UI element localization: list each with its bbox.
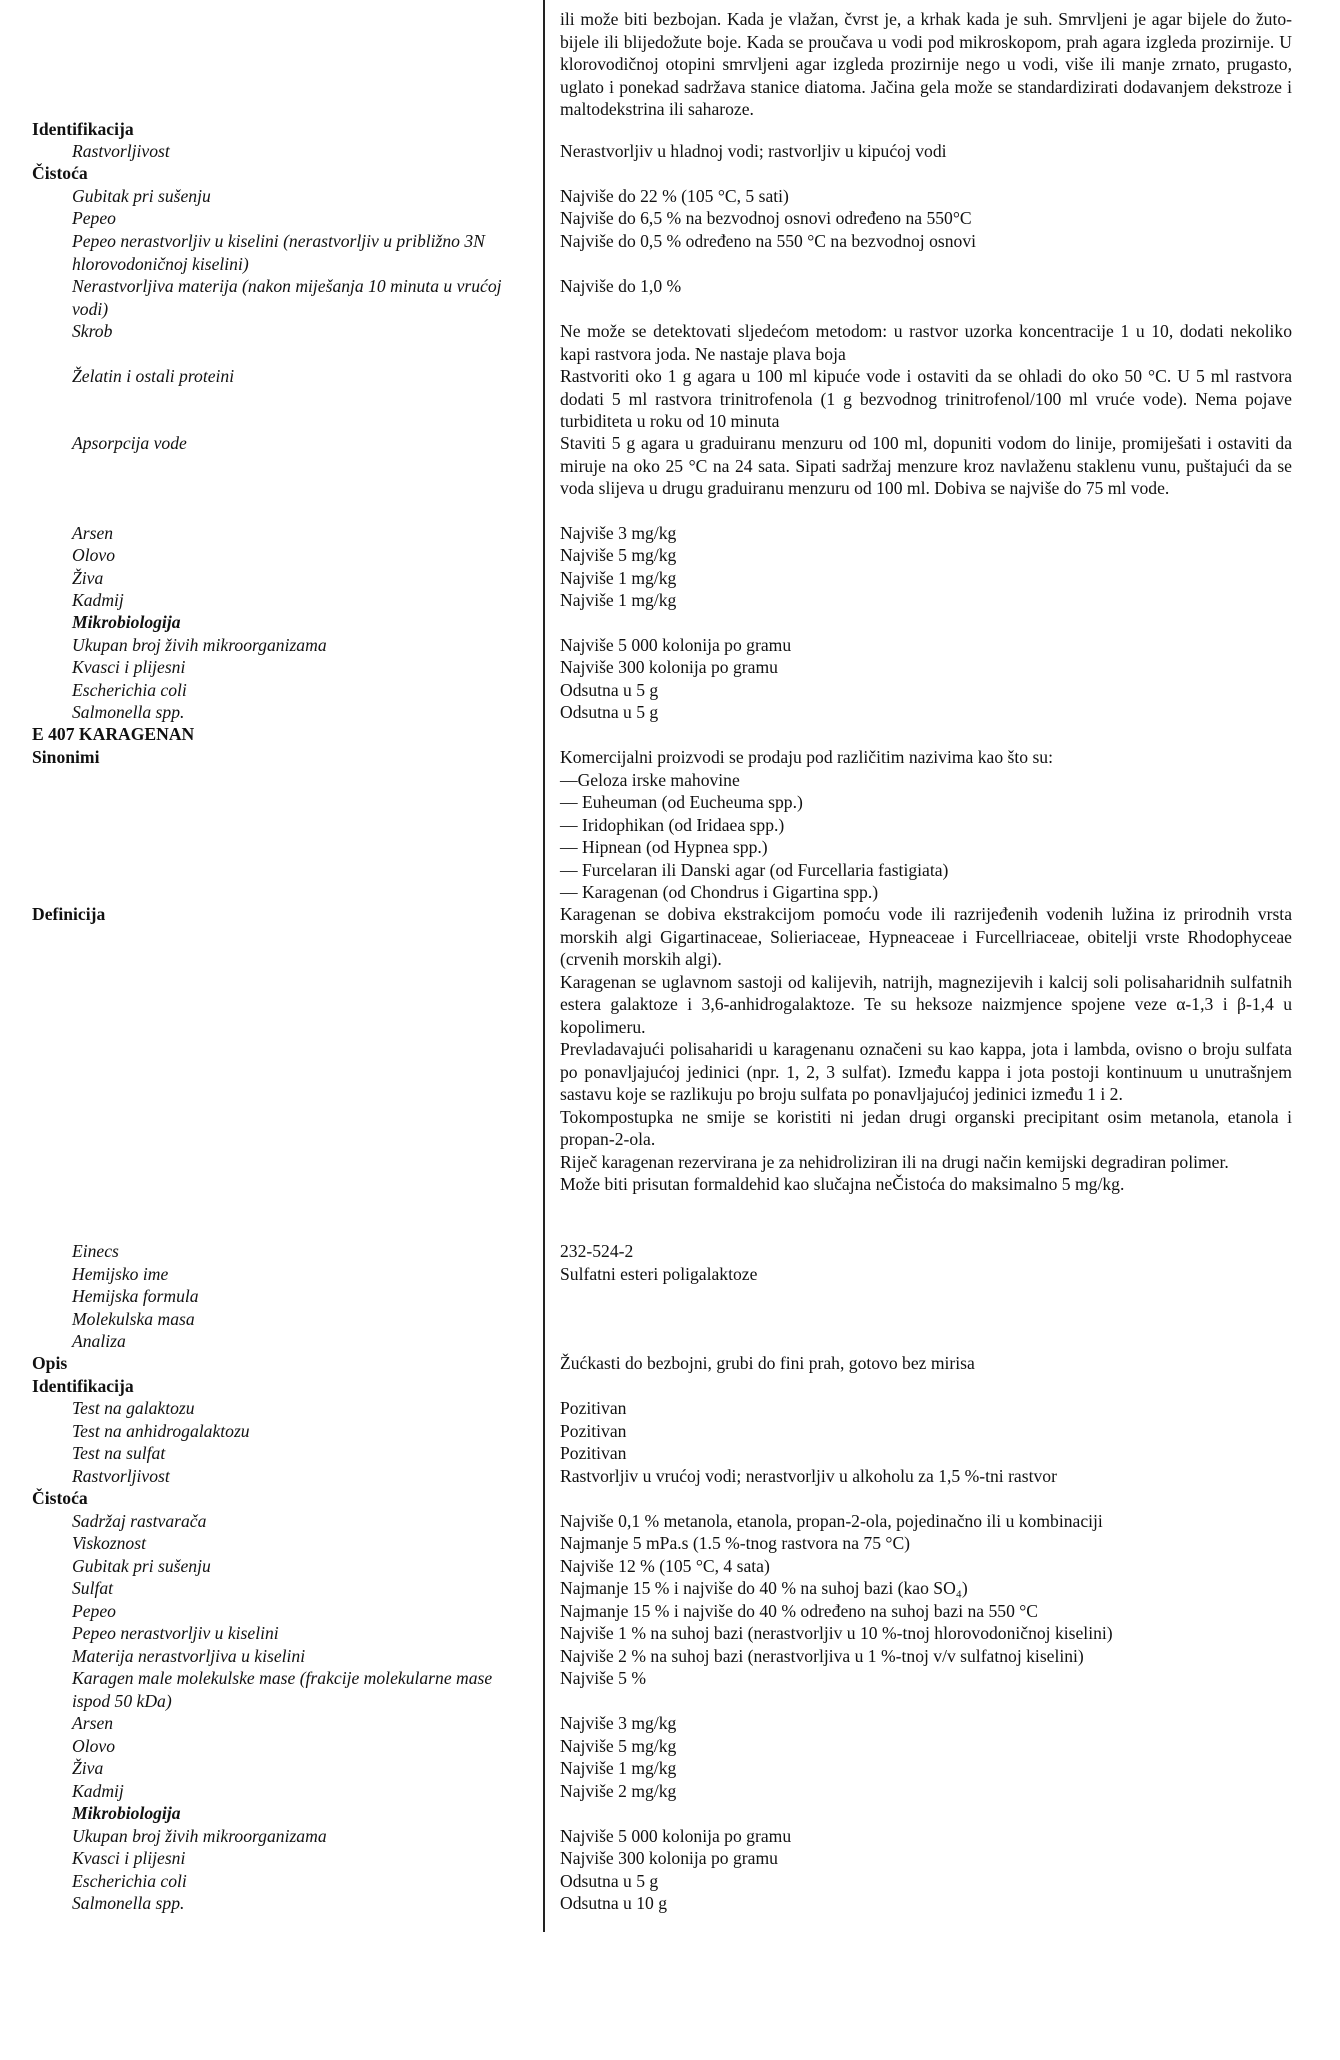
micro-label: Kvasci i plijesni xyxy=(72,1848,186,1868)
purity-value: Najviše 5 mg/kg xyxy=(560,1736,677,1756)
agar-row-label: Skrob xyxy=(72,321,113,341)
definicija-paragraph: Prevladavajući polisaharidi u karagenanu označeni su kao kappa, jota i lambda, ovisno o broju sulfata po ponavljajućoj jedinici (npr. 1, 2, 3 sulfat). Između kappa i jota postoji kontinuum u unutrašnjem sastavu koje se razlikuju po broju sulfata po ponavljajućoj jedinici između 1 i 2. xyxy=(560,1039,1292,1104)
ident-value: Rastvorljiv u vrućoj vodi; nerastvorljiv u alkoholu za 1,5 %-tni rastvor xyxy=(560,1466,1057,1486)
micro-value: Najviše 5 000 kolonija po gramu xyxy=(560,1826,792,1846)
agar-row-value: Najviše 5 mg/kg xyxy=(560,545,677,565)
purity-label: Pepeo xyxy=(72,1601,116,1621)
agar-row-label: Pepeo xyxy=(72,208,116,228)
definicija-paragraph: Može biti prisutan formaldehid kao slučajna neČistoća do maksimalno 5 mg/kg. xyxy=(560,1174,1125,1194)
molekulska-masa-label: Molekulska masa xyxy=(72,1309,195,1329)
ident-value: Pozitivan xyxy=(560,1421,627,1441)
agar-micro-label: Salmonella spp. xyxy=(72,702,185,722)
karagenan-identifikacija-heading: Identifikacija xyxy=(32,1376,134,1396)
sinonimi-intro: Komercijalni proizvodi se prodaju pod različitim nazivima kao što su: xyxy=(560,747,1053,767)
karagenan-definicija-text xyxy=(560,903,1292,1196)
karagenan-definicija-label: Definicija xyxy=(32,904,106,924)
definicija-paragraph: Karagenan se dobiva ekstrakcijom pomoću vode ili razrijeđenih vodenih lužina iz prirodnih vrsta morskih algi Gigartinaceae, Solieriaceae, Hypneaceae i Furcellriaceae, obitelji vrste Rhodophyceae (crvenih morskih algi). xyxy=(560,904,1292,969)
agar-row-value: Najviše do 22 % (105 °C, 5 sati) xyxy=(560,186,789,206)
definicija-paragraph: Tokompostupka ne smije se koristiti ni jedan drugi organski precipitant osim metanola, etanola i propan-2-ola. xyxy=(560,1106,1292,1149)
sinonim-item: — Iridophikan (od Iridaea spp.) xyxy=(560,814,785,835)
purity-value: Najviše 2 mg/kg xyxy=(560,1781,677,1801)
sinonim-item: — Euheuman (od Eucheuma spp.) xyxy=(560,792,803,812)
micro-value: Odsutna u 5 g xyxy=(560,1871,659,1891)
micro-value: Odsutna u 10 g xyxy=(560,1893,668,1913)
purity-value: Najviše 0,1 % metanola, etanola, propan-2-ola, pojedinačno ili u kombinaciji xyxy=(560,1511,1103,1531)
purity-value: Najviše 5 % xyxy=(560,1668,646,1688)
agar-micro-value: Odsutna u 5 g xyxy=(560,702,659,722)
karagenan-title: E 407 KARAGENAN xyxy=(32,724,195,744)
agar-cistoca-heading: Čistoća xyxy=(32,163,88,183)
sinonim-item: —Geloza irske mahovine xyxy=(560,769,740,790)
ident-value: Pozitivan xyxy=(560,1443,627,1463)
agar-micro-value: Odsutna u 5 g xyxy=(560,680,659,700)
agar-micro-value: Najviše 5 000 kolonija po gramu xyxy=(560,635,792,655)
purity-value: Najmanje 15 % i najviše do 40 % određeno na suhoj bazi na 550 °C xyxy=(560,1601,1039,1621)
sinonim-item: — Karagenan (od Chondrus i Gigartina spp.) xyxy=(560,882,879,902)
agar-row-value: Najviše 1 mg/kg xyxy=(560,568,677,588)
micro-label: Ukupan broj živih mikroorganizama xyxy=(72,1826,327,1846)
column-divider xyxy=(543,0,545,1932)
agar-micro-value: Najviše 300 kolonija po gramu xyxy=(560,657,778,677)
agar-row-value: Ne može se detektovati sljedećom metodom: u rastvor uzorka koncentracije 1 u 10, dodati nekoliko kapi rastvora joda. Ne nastaje plava boja xyxy=(560,321,1292,364)
purity-value: Najviše 1 mg/kg xyxy=(560,1758,677,1778)
agar-rastvorljivost-value: Nerastvorljiv u hladnoj vodi; rastvorljiv u kipućoj vodi xyxy=(560,141,947,161)
agar-row-label: Apsorpcija vode xyxy=(72,433,187,453)
agar-row-value: Staviti 5 g agara u graduiranu menzuru od 100 ml, dopuniti vodom do linije, promiješati i ostaviti da miruje na oko 25 °C na 24 sata. Sipati sadržaj menzure kroz navlaženu staklenu vunu, puštajući da se voda slijeva u drugu graduiranu menzuru od 100 ml. Dobiva se najviše do 75 ml vode. xyxy=(560,433,1292,498)
purity-label: Viskoznost xyxy=(72,1533,146,1553)
agar-row-label: Živa xyxy=(72,568,104,588)
purity-value: Najviše 1 % na suhoj bazi (nerastvorljiv u 10 %-tnoj hlorovodoničnoj kiselini) xyxy=(560,1623,1113,1643)
purity-value: Najviše 12 % (105 °C, 4 sata) xyxy=(560,1556,770,1576)
purity-label: Sadržaj rastvarača xyxy=(72,1511,207,1531)
agar-row-value: Najviše do 6,5 % na bezvodnoj osnovi određeno na 550°C xyxy=(560,208,972,228)
purity-label: Kadmij xyxy=(72,1781,124,1801)
agar-row-label: Nerastvorljiva materija (nakon miješanja 10 minuta u vrućoj vodi) xyxy=(72,276,502,319)
einecs-value: 232-524-2 xyxy=(560,1241,634,1261)
agar-row-label: Pepeo nerastvorljiv u kiselini (nerastvorljiv u približno 3N hlorovodoničnoj kiselini) xyxy=(72,231,485,274)
definicija-paragraph: Riječ karagenan rezervirana je za nehidroliziran ili na drugi način kemijski degradiran polimer. xyxy=(560,1151,1229,1172)
agar-row-value: Najviše do 0,5 % određeno na 550 °C na bezvodnoj osnovi xyxy=(560,231,977,251)
purity-value: Najviše 3 mg/kg xyxy=(560,1713,677,1733)
purity-label: Živa xyxy=(72,1758,104,1778)
purity-label: Arsen xyxy=(72,1713,114,1733)
ident-label: Test na sulfat xyxy=(72,1443,166,1463)
agar-row-label: Olovo xyxy=(72,545,115,565)
ident-label: Rastvorljivost xyxy=(72,1466,170,1486)
purity-value: Najmanje 5 mPa.s (1.5 %-tnog rastvora na 75 °C) xyxy=(560,1533,911,1553)
micro-label: Escherichia coli xyxy=(72,1871,187,1891)
agar-mikrobiologija-heading: Mikrobiologija xyxy=(72,612,181,632)
hemijsko-ime-label: Hemijsko ime xyxy=(72,1264,169,1284)
agar-rastvorljivost-label: Rastvorljivost xyxy=(72,141,170,161)
agar-row-value: Najviše 1 mg/kg xyxy=(560,590,677,610)
purity-label: Pepeo nerastvorljiv u kiselini xyxy=(72,1623,279,1643)
ident-label: Test na anhidrogalaktozu xyxy=(72,1421,250,1441)
agar-micro-label: Ukupan broj živih mikroorganizama xyxy=(72,635,327,655)
purity-value: Najviše 2 % na suhoj bazi (nerastvorljiva u 1 %-tnoj v/v sulfatnoj kiselini) xyxy=(560,1646,1084,1666)
sinonim-item: — Hipnean (od Hypnea spp.) xyxy=(560,837,768,857)
purity-label: Karagen male molekulske mase (frakcije molekularne mase ispod 50 kDa) xyxy=(72,1668,493,1711)
agar-micro-label: Escherichia coli xyxy=(72,680,187,700)
karagenan-sinonimi-list xyxy=(560,746,1292,904)
einecs-label: Einecs xyxy=(72,1241,119,1261)
purity-label: Gubitak pri sušenju xyxy=(72,1556,211,1576)
sinonim-item: — Furcelaran ili Danski agar (od Furcellaria fastigiata) xyxy=(560,859,949,880)
agar-identifikacija-heading: Identifikacija xyxy=(32,119,134,139)
agar-row-value: Najviše 3 mg/kg xyxy=(560,523,677,543)
definicija-paragraph: Karagenan se uglavnom sastoji od kalijevih, natrijh, magnezijevih i kalcij soli polisaharidnih sulfatnih estera galaktoze i 3,6-anhidrogalaktoze. Te su heksoze naizmjence spojene veze α-1,3 i β-1,4 u kopolimeru. xyxy=(560,971,1292,1037)
purity-label: Sulfat xyxy=(72,1578,114,1598)
opis-value: Žućkasti do bezbojni, grubi do fini prah, gotovo bez mirisa xyxy=(560,1353,975,1373)
agar-row-value: Najviše do 1,0 % xyxy=(560,276,682,296)
purity-value: Najmanje 15 % i najviše do 40 % na suhoj bazi (kao SO₄) xyxy=(560,1578,968,1598)
purity-label: Olovo xyxy=(72,1736,115,1756)
opis-label: Opis xyxy=(32,1353,68,1373)
ident-label: Test na galaktozu xyxy=(72,1398,195,1418)
karagenan-mikrobiologija-heading: Mikrobiologija xyxy=(72,1803,181,1823)
agar-micro-label: Kvasci i plijesni xyxy=(72,657,186,677)
karagenan-cistoca-heading: Čistoća xyxy=(32,1488,88,1508)
karagenan-sinonimi-label: Sinonimi xyxy=(32,747,100,767)
hemijska-formula-label: Hemijska formula xyxy=(72,1286,199,1306)
agar-description-continued: ili može biti bezbojan. Kada je vlažan, čvrst je, a krhak kada je suh. Smrvljeni je agar bijele do žuto-bijele ili blijedožute boje. Kada se proučava u vodi pod mikroskopom, prah agara izgleda prozirnije. U klorovodičnoj otopini smrvljeni agar izgleda prozirnije nego u vodi, više ili manje zrnato, prugasto, uglato i ponekad sadržava stanice diatoma. Jačina gela može se standardizirati dodavanjem dekstroze i maltodekstrina ili saharoze. xyxy=(560,9,1292,119)
analiza-label: Analiza xyxy=(72,1331,126,1351)
agar-row-label: Gubitak pri sušenju xyxy=(72,186,211,206)
micro-value: Najviše 300 kolonija po gramu xyxy=(560,1848,778,1868)
agar-row-value: Rastvoriti oko 1 g agara u 100 ml kipuće vode i ostaviti da se ohladi do oko 50 °C. U 5 ml rastvora dodati 5 ml rastvora trinitrofenola (1 g bezvodnog trinitrofenol/100 ml vruće vode). Nema pojave turbiditeta u roku od 10 minuta xyxy=(560,366,1292,431)
micro-label: Salmonella spp. xyxy=(72,1893,185,1913)
agar-row-label: Kadmij xyxy=(72,590,124,610)
agar-row-label: Arsen xyxy=(72,523,114,543)
purity-label: Materija nerastvorljiva u kiselini xyxy=(72,1646,306,1666)
hemijsko-ime-value: Sulfatni esteri poligalaktoze xyxy=(560,1264,758,1284)
agar-row-label: Želatin i ostali proteini xyxy=(72,366,235,386)
ident-value: Pozitivan xyxy=(560,1398,627,1418)
